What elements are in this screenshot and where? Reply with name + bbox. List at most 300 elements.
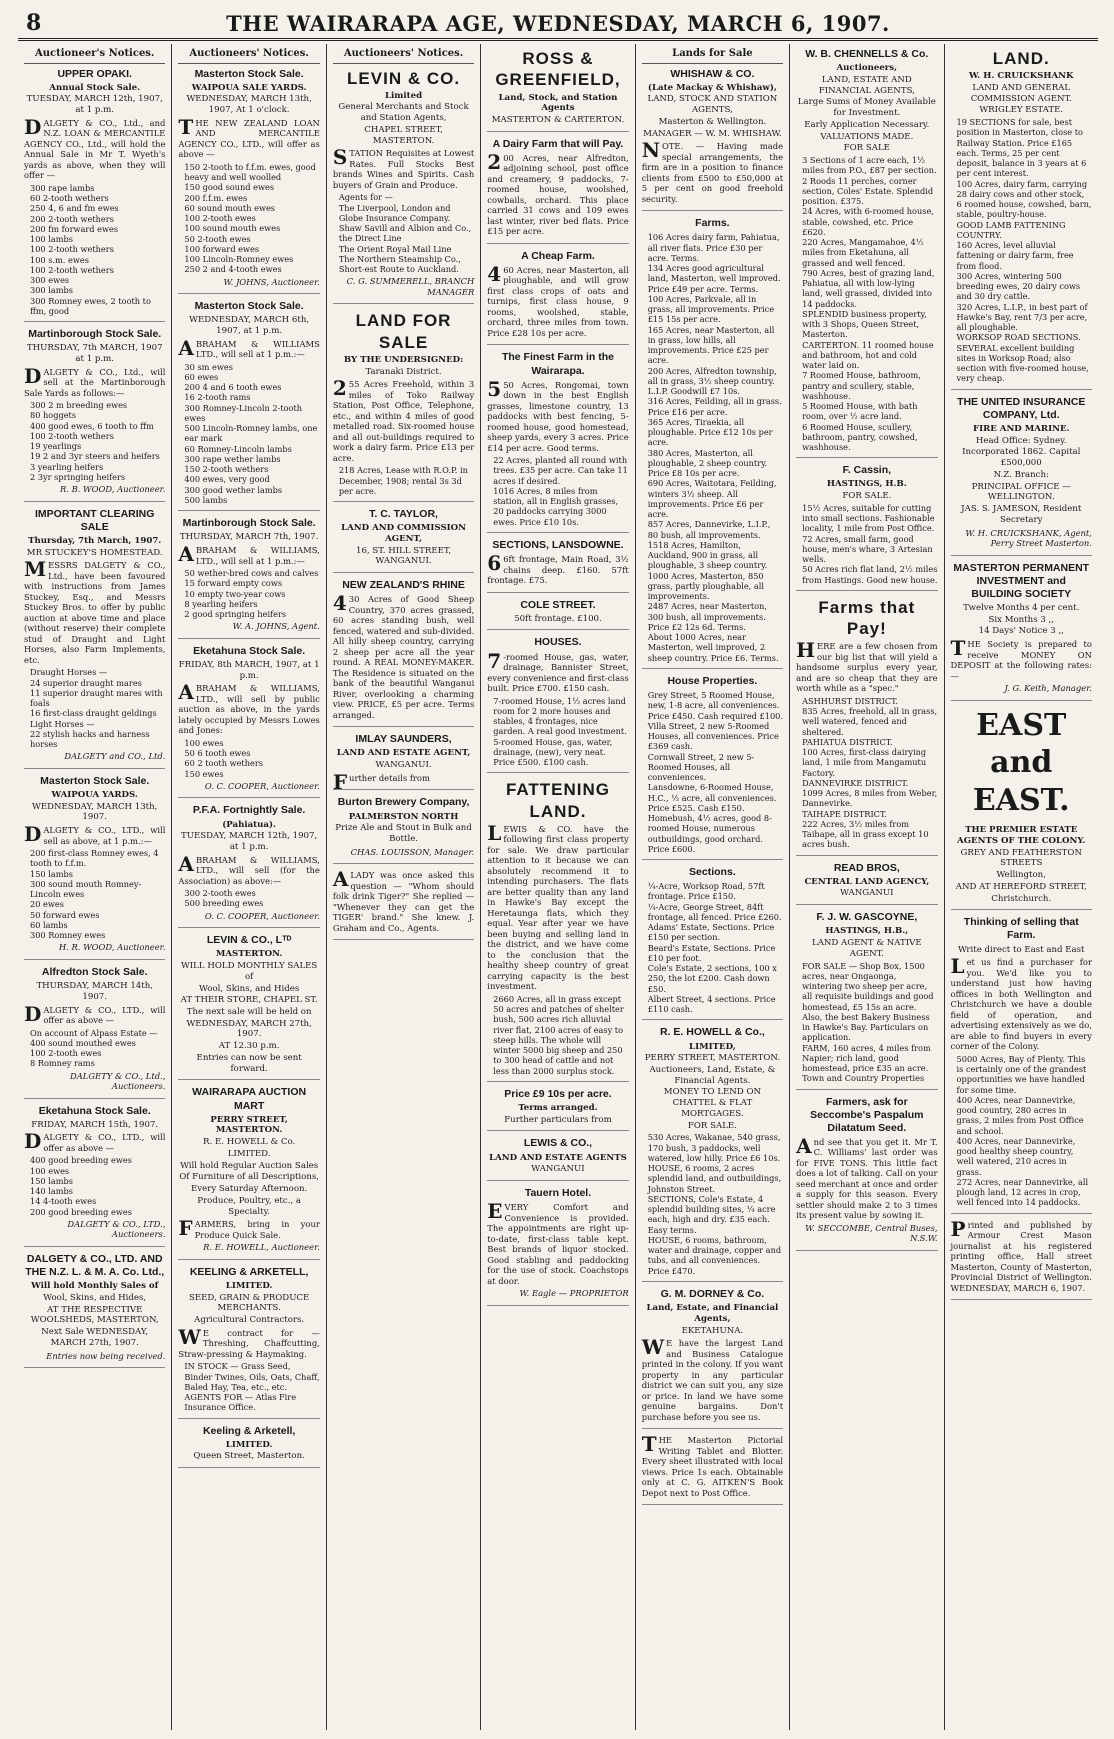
list-item: 5 Roomed House, with bath room, over ½ acre land.	[802, 401, 918, 422]
list-item: 60 ewes	[184, 371, 219, 382]
list-item: 140 lambs	[30, 1186, 73, 1197]
ad-text: THE Masterton Pictorial Writing Tablet and Blotter. Every sheet illustrated with local views. Price 1s each. Obtainable only at C. G. AITKEN'S Book Depot next to Post Office.	[641, 1432, 784, 1498]
ad-text: MESSRS DALGETY & CO., Ltd., have been favoured with instructions from James Stuckey, Esq., and Messrs Stuckey Bros. to offer by public auction at above time and place (without reserve) their complete stud of Draught and Light Horses, also Farm Implements, etc.	[24, 557, 166, 665]
list-item: 150 2-tooth to f.f.m. ewes, good heavy and well woolled	[184, 161, 316, 183]
ad-title: Farms.	[695, 217, 730, 230]
advertisement	[178, 1266, 319, 1419]
ad-line: LIMITED.	[227, 1148, 271, 1159]
advertisement	[796, 464, 937, 591]
advertisement	[24, 775, 165, 960]
column	[327, 44, 481, 1730]
list-item: 200 good breeding ewes	[30, 1206, 132, 1217]
ad-list	[24, 848, 165, 940]
ad-subtitle: LAND AND ESTATE AGENT,	[336, 748, 471, 759]
list-item: Cornwall Street, 2 new 5-Roomed Houses, all conveniences.	[647, 751, 755, 783]
list-item: 16 2-tooth rams	[184, 392, 251, 403]
column	[945, 44, 1098, 1730]
list-item: 100 ewes	[30, 1165, 70, 1176]
ad-line: Further particulars from	[504, 1114, 612, 1125]
ad-text: ABRAHAM & WILLIAMS, LTD., will sell at 1 p.m.:—	[178, 542, 320, 567]
advertisement	[642, 866, 783, 1020]
list-item: 150 ewes	[184, 768, 224, 779]
ad-title: LAND FOR SALE	[355, 311, 452, 352]
list-item: 60 2 tooth wethers	[184, 758, 263, 769]
list-item: 100 forward ewes	[184, 243, 260, 254]
ad-line: MANAGER — W. M. WHISHAW.	[643, 128, 782, 139]
ad-title: DALGETY & CO., LTD. AND THE N.Z. L. & M. A. Co. Ltd.,	[25, 1252, 165, 1279]
list-item: 150 good sound ewes	[184, 182, 275, 193]
advertisement	[332, 867, 475, 940]
ad-title: F. J. W. GASCOYNE,	[816, 911, 918, 924]
ad-line: Early Application Necessary.	[804, 119, 930, 130]
ad-text: 200 Acres, near Alfredton, adjoining school, post office and creamery, 9 paddocks, 7-roomed house, woolshed, cowbails, orchard. This place carried 31 cows and 109 ewes last winter, river bed flats. Price £15 per acre.	[487, 149, 629, 237]
ad-line: The next sale will be held on	[186, 1007, 312, 1017]
ad-title: A Dairy Farm that will Pay.	[492, 137, 624, 150]
list-item: 1099 Acres, 8 miles from Weber, Dannevirke.	[802, 788, 938, 809]
list-item: IN STOCK — Grass Seed, Binder Twines, Oils, Oats, Chaff, Baled Hay, Tea, etc., etc.	[184, 1361, 320, 1392]
ad-title: Burton Brewery Company,	[337, 796, 470, 809]
list-item: 400 Acres, near Dannevirke, good healthy sheep country, well watered, 210 acres in grass.	[956, 1135, 1076, 1177]
list-item: Draught Horses —	[30, 667, 108, 678]
ad-title: LEWIS & CO.,	[523, 1137, 593, 1150]
list-item: Town and Country Properties	[802, 1073, 925, 1084]
ad-text: DALGETY & CO., LTD., will offer as above —	[24, 1129, 166, 1154]
list-item: 300 sound mouth Romney-Lincoln ewes	[30, 878, 142, 900]
ad-list	[487, 696, 628, 768]
ad-title: Martinborough Stock Sale.	[182, 517, 316, 530]
ad-title: THE UNITED INSURANCE COMPANY, Ltd.	[957, 395, 1086, 421]
ad-signature: W. A. JOHNS, Agent.	[232, 621, 320, 632]
list-item: 8 Romney rams	[30, 1058, 95, 1069]
list-item: 365 Acres, Tiraekia, all ploughable. Price £12 10s per acre.	[647, 416, 773, 448]
list-item: PAHIATUA DISTRICT.	[802, 736, 893, 747]
list-item: SECTIONS, Cole's Estate, 4 splendid building sites, ¼ acre each, high and dry. £35 each. Easy terms.	[647, 1193, 776, 1235]
ad-list	[951, 117, 1092, 384]
ad-title: FATTENING LAND.	[505, 780, 611, 821]
list-item: 2 Roods 11 perches, corner section, Coles' Estate. Splendid position. £375.	[802, 175, 934, 206]
ad-signature: W. H. CRUICKSHANK, Agent, Perry Street Masterton.	[965, 527, 1092, 549]
list-item: 1000 Acres, Masterton, 850 grass, partly ploughable, all improvements.	[647, 570, 764, 602]
ad-text: NOTE. — Having made special arrangements, the firm are in a position to finance clients from £500 to £50,000 at 5 per cent on good freehold security.	[641, 138, 784, 204]
ad-list	[178, 568, 319, 619]
advertisement	[487, 599, 628, 631]
ad-title: House Properties.	[667, 674, 758, 687]
advertisement	[24, 328, 165, 502]
ad-line: WEDNESDAY, MARCH 13th, 1907, At 1 o'clock.	[186, 94, 312, 116]
ad-line: THURSDAY, 7th MARCH, 1907 at 1 p.m.	[26, 343, 163, 364]
ad-text: ABRAHAM & WILLIAMS LTD., will sell at 1 p.m.:—	[178, 335, 320, 360]
ad-title: KEELING & ARKETELL,	[189, 1265, 309, 1278]
ad-signature: C. G. SUMMERELL, BRANCH MANAGER	[346, 276, 475, 297]
list-item: 16 first-class draught geldings	[30, 708, 157, 719]
ad-line: MASTERTON & CARTERTON.	[491, 114, 625, 125]
ad-title: IMLAY SAUNDERS,	[355, 733, 452, 746]
list-item: 100 2-tooth wethers	[30, 264, 114, 275]
list-item: ¼-Acre, Worksop Road, 57ft frontage. Price £150.	[647, 881, 765, 902]
list-item: 100 2-tooth wethers	[30, 244, 114, 255]
ad-text: 7-roomed House, gas, water, drainage, Bannister Street, every convenience and first-class built. Price £700. £150 cash.	[487, 648, 629, 694]
ad-list	[487, 455, 628, 527]
list-item: 6 Roomed House, scullery, bathroom, pantry, cowshed, washhouse.	[802, 421, 918, 452]
list-item: WORKSOP ROAD SECTIONS.	[956, 332, 1081, 343]
list-item: 20 ewes	[30, 899, 64, 910]
list-item: 400 sound mouthed ewes	[30, 1037, 136, 1048]
advertisement	[487, 1088, 628, 1132]
ad-text: 255 Acres Freehold, within 3 miles of Toko Railway Station, Post Office, Telephone, etc., and within 4 miles of good metalled road. Six-roomed house and all out-buildings required to work a dairy farm. Price £13 per acre.	[332, 376, 475, 463]
ad-signature: W. Eagle — PROPRIETOR	[519, 1288, 629, 1299]
ad-signature: W. SECCOMBE, Central Buses, N.S.W.	[805, 1222, 938, 1244]
advertisement	[487, 779, 628, 1082]
ad-line: LAND, ESTATE AND FINANCIAL AGENTS,	[818, 74, 915, 96]
ad-subtitle: LIMITED.	[225, 1280, 273, 1291]
ad-line: LAND AND GENERAL COMMISSION AGENT.	[970, 82, 1072, 104]
ad-list	[642, 690, 783, 854]
ad-title: R. E. HOWELL & Co.,	[659, 1026, 765, 1039]
list-item: 272 Acres, near Dannevirke, all plough land, 12 acres in crop, well fenced into 14 paddocks.	[956, 1176, 1089, 1208]
list-item: 100 2-tooth ewes	[184, 213, 256, 224]
list-item: FOR SALE — Shop Box, 1500 acres, near Ongaonga, wintering two sheep per acre, all requisite buildings and good homestead, £5 15s an acre.	[802, 960, 934, 1012]
list-item: 165 Acres, near Masterton, all in grass, low hills, all improvements. Price £25 per acre.	[647, 324, 775, 366]
list-item: 500 Lincoln-Romney lambs, one ear mark	[184, 423, 318, 444]
list-item: 500 lambs	[184, 494, 228, 505]
ad-text: WE have the largest Land and Business Catalogue printed in the colony. If you want property in any particular district we can suit you, any size or price. In land we have some genuine bargains. Don't purchase before you see us.	[641, 1335, 784, 1422]
ad-title: NEW ZEALAND'S RHINE	[342, 579, 465, 592]
ad-line: EKETAHUNA.	[681, 1325, 744, 1336]
ad-signature: DALGETY & CO., LTD., Auctioneers.	[67, 1218, 166, 1240]
ad-line: WANGANUI	[840, 888, 894, 899]
list-item: HOUSE, 6 rooms, 2 acres splendid land, and outbuildings, Johnston Street.	[647, 1163, 782, 1194]
ad-list	[178, 162, 319, 275]
list-item: 50 6 tooth ewes	[184, 748, 251, 759]
advertisement	[950, 1216, 1092, 1301]
ad-subtitle: LAND AND COMMISSION AGENT,	[341, 523, 467, 544]
ad-subtitle: CENTRAL LAND AGENCY,	[804, 876, 930, 887]
list-item: 100 Lincoln-Romney ewes	[184, 254, 294, 265]
list-item: 300 Romney-Lincoln 2-tooth ewes	[184, 402, 303, 423]
ad-subtitle: Will hold Monthly Sales of	[31, 1281, 159, 1292]
ad-title: UPPER OPAKI.	[57, 67, 132, 80]
list-item: Light Horses —	[30, 718, 95, 729]
ad-title: T. C. TAYLOR,	[369, 508, 438, 521]
advertisement	[641, 1432, 784, 1505]
advertisement	[951, 396, 1092, 556]
ad-title: The Finest Farm in the Wairarapa.	[501, 351, 614, 377]
ad-title: Farms that Pay!	[818, 597, 916, 639]
list-item: CARTERTON. 11 roomed house and bathroom, hot and cold water laid on.	[802, 339, 934, 370]
advertisement	[178, 1425, 319, 1469]
list-item: 150 lambs	[30, 1175, 73, 1186]
advertisement	[951, 48, 1092, 390]
advertisement	[487, 138, 628, 244]
ad-signature: W. JOHNS, Auctioneer.	[223, 276, 320, 287]
advertisement	[178, 934, 319, 1080]
ad-subtitle: THE PREMIER ESTATE AGENTS OF THE COLONY.	[957, 825, 1086, 846]
list-item: 160 Acres, level alluvial fattening or dairy farm, free from flood.	[956, 240, 1074, 271]
list-item: 150 lambs	[30, 868, 73, 879]
ad-line: TUESDAY, MARCH 12th, 1907, at 1 p.m.	[26, 94, 163, 116]
list-item: 1016 Acres, 8 miles from station, all in English grasses, 20 paddocks carrying 3000 ewes. Price £10 10s.	[493, 485, 619, 527]
ad-title: G. M. DORNEY & Co.	[660, 1287, 765, 1300]
ad-line: FOR SALE	[843, 143, 890, 154]
advertisement	[796, 48, 937, 458]
ad-title: Masterton Stock Sale.	[194, 67, 304, 80]
ad-signature: R. E. HOWELL, Auctioneer.	[203, 1242, 320, 1253]
ad-line: Prize Ale and Stout in Bulk and Bottle.	[335, 823, 472, 845]
list-item: 400 good ewes, 6 tooth to ffm	[30, 420, 154, 431]
ad-subtitle: W. H. CRUICKSHANK	[968, 71, 1074, 82]
list-item: Agents for —	[338, 192, 393, 203]
ad-subtitle: Annual Stock Sale.	[49, 82, 141, 93]
list-item: 22 stylish hacks and harness horses	[30, 728, 150, 750]
list-item: The Liverpool, London and Globe Insurance Company.	[338, 202, 451, 223]
advertisement	[487, 48, 628, 132]
list-item: 50 forward ewes	[30, 909, 100, 920]
ad-text: Let us find a purchaser for you. We'd like you to understand just how having offices in both Wellington and Christchurch we have a double field of operation, and advertising extensively as we do, are able to find buyers in every corner of the Colony.	[950, 954, 1092, 1052]
column-header: Auctioneer's Notices.	[24, 48, 165, 64]
ad-text: ALADY was once asked this question — "Whom should folk drink Tiger?" She replied — "Whenever they can get the TIGER' brand." She knew. J. Graham and Co., Agents.	[332, 867, 475, 933]
ad-line: SEED, GRAIN & PRODUCE MERCHANTS.	[188, 1292, 310, 1314]
ad-subtitle: HASTINGS, H.B.	[826, 479, 907, 490]
ad-list	[24, 183, 165, 316]
ad-list	[796, 961, 937, 1084]
list-item: Beard's Estate, Sections. Price £10 per foot.	[647, 942, 776, 963]
ad-line: FOR SALE.	[842, 491, 892, 502]
ad-signature: O. C. COOPER, Auctioneer.	[204, 780, 320, 791]
list-item: 2660 Acres, all in grass except 50 acres and patches of shelter bush, 500 acres rich alluvial river flat, 2100 acres of easy to steep hills. The whole will winter 5000 big sheep and 250 to 300 head of cattle and not less than 2000 surplus stock.	[493, 993, 624, 1076]
ad-line: JAS. S. JAMESON, Resident Secretary	[961, 504, 1082, 525]
ad-list	[951, 1054, 1092, 1208]
ad-line: Agricultural Contractors.	[194, 1315, 305, 1326]
ad-signature: R. B. WOOD, Auctioneer.	[59, 484, 166, 495]
ad-title: Price £9 10s per acre.	[504, 1087, 612, 1100]
ad-line: Head Office: Sydney.	[975, 435, 1067, 446]
ad-signature: O. C. COOPER, Auctioneer.	[204, 910, 320, 921]
ad-line: Queen Street, Masterton.	[193, 1451, 305, 1462]
ad-line: WILL HOLD MONTHLY SALES of	[180, 961, 318, 982]
ad-list	[333, 192, 474, 274]
ad-subtitle: WAIPOUA SALE YARDS.	[191, 82, 307, 93]
list-item: 30 sm ewes	[184, 361, 233, 372]
advertisement	[24, 68, 165, 323]
advertisement	[487, 636, 628, 773]
ad-text: EVERY Comfort and Convenience is provided. The appointments are right up-to-date, first-class table kept. Best brands of liquor stocked. Good stabling and paddocking for the use of stock. Coachstops at door.	[487, 1199, 629, 1286]
list-item: 400 Acres, near Dannevirke, good country, 280 acres in grass, 2 miles from Post Office and school.	[956, 1094, 1084, 1136]
ad-list	[487, 994, 628, 1076]
advertisement	[487, 539, 628, 593]
ad-line: N.Z. Branch:	[993, 469, 1049, 480]
list-item: 835 Acres, freehold, all in grass, well watered, fenced and sheltered.	[802, 706, 938, 737]
ad-line: Write direct to East and East	[957, 944, 1085, 955]
advertisement	[951, 707, 1092, 911]
list-item: 24 superior draught mares	[30, 677, 142, 688]
ad-title: Eketahuna Stock Sale.	[193, 644, 306, 657]
advertisement	[951, 916, 1092, 1213]
ad-text: And see that you get it. Mr T. C. Williams' last order was for FIVE TONS. This little fact does a lot of talking. Call on your seed merchant at once and order a supply for this season. Every settler should make 2 to 3 times its present value by sowing it.	[796, 1133, 938, 1221]
list-item: 300 Romney ewes	[30, 930, 106, 941]
list-item: 22 Acres, planted all round with trees. £35 per acre. Can take 11 acres if desired.	[493, 455, 628, 486]
ad-subtitle: PERRY STREET, MASTERTON.	[210, 1114, 288, 1136]
ad-text: HERE are a few chosen from our big list that will yield a handsome surplus every year, and are so cheap that they are worth while as a "spec."	[796, 638, 938, 694]
ad-title: Martinborough Stock Sale.	[28, 328, 162, 341]
column	[18, 44, 172, 1730]
ad-text: FARMERS, bring in your Produce Quick Sale.	[178, 1216, 320, 1241]
ad-line: LAND, STOCK AND STATION AGENTS,	[647, 94, 778, 116]
column-header: Auctioneers' Notices.	[178, 48, 319, 64]
list-item: AGENTS FOR — Atlas Fire Insurance Office.	[184, 1392, 297, 1413]
list-item: 100 2-tooth wethers	[30, 430, 114, 441]
list-item: 15 forward empty cows	[184, 578, 283, 589]
column	[172, 44, 326, 1730]
ad-line: 50ft frontage. £100.	[514, 613, 602, 624]
list-item: 72 Acres, small farm, good house, men's whare, 3 Artesian wells.	[802, 533, 933, 565]
list-item: Cole's Estate, 2 sections, 100 x 250, the lot £200. Cash down £50.	[647, 963, 777, 994]
ad-text: 430 Acres of Good Sheep Country, 370 acres grassed, 60 acres standing bush, well fenced, watered and sub-divided. All hilly sheep country, carrying 2 sheep per acre all the year round. A REAL MONEY-MAKER. The Residence is situated on the bank of the beautiful Wanganui River, overlooking a charming view. PRICE, £5 per acre. Terms arranged.	[332, 591, 475, 720]
ad-line: Large Sums of Money Available for Investment.	[797, 97, 936, 119]
ad-text: Further details from	[332, 769, 430, 794]
advertisement	[178, 804, 319, 928]
ad-line: AT THE RESPECTIVE WOOLSHEDS, MASTERTON,	[30, 1304, 159, 1326]
page-number: 8	[26, 10, 42, 36]
list-item: 250 4, 6 and fm ewes	[30, 203, 119, 214]
advertisement	[642, 1288, 783, 1429]
ad-line: Twelve Months 4 per cent.	[963, 602, 1080, 613]
list-item: 400 good breeding ewes	[30, 1155, 132, 1166]
ad-title: W. B. CHENNELLS & Co.	[805, 48, 929, 60]
ad-line: MR STUCKEY'S HOMESTEAD.	[26, 547, 163, 558]
list-item: 106 Acres dairy farm, Pahiatua, all river flats. Price £30 per acre. Terms.	[647, 232, 780, 263]
ad-line: WEDNESDAY, MARCH 6th, 1907, at 1 p.m.	[189, 315, 310, 336]
list-item: 3 yearling heifers	[30, 461, 104, 472]
list-item: Homebush, 4½ acres, good 8-roomed House, numerous outbuildings, good orchard. Price £600.	[647, 813, 772, 854]
ad-title: HOUSES.	[534, 636, 582, 649]
list-item: 220 Acres, Mangamahoe, 4½ miles from Eketahuna, all grassed and well fenced.	[802, 237, 924, 268]
ad-title: F. Cassin,	[842, 464, 892, 477]
list-item: DANNEVIRKE DISTRICT.	[802, 777, 909, 788]
ad-line: PERRY STREET, MASTERTON.	[644, 1053, 781, 1064]
list-item: TAIHAPE DISTRICT.	[802, 808, 887, 819]
advertisement	[24, 508, 165, 769]
advertisement	[24, 1253, 165, 1368]
list-item: SPLENDID business property, with 3 Shops, Queen Street, Masterton.	[802, 308, 927, 340]
advertisement	[178, 68, 319, 295]
advertisement	[333, 68, 474, 305]
ad-line: Wool, Skins, and Hides,	[43, 1292, 147, 1303]
ad-list	[796, 155, 937, 452]
list-item: 200 4 and 6 tooth ewes	[184, 382, 282, 393]
ad-title: EAST and EAST.	[972, 707, 1070, 818]
list-item: 300 rape lambs	[30, 182, 95, 193]
ad-line: WANGANUI.	[375, 760, 432, 771]
ad-subtitle: MASTERTON.	[215, 949, 283, 960]
ad-text: THE NEW ZEALAND LOAN AND MERCANTILE AGENCY CO., LTD., will offer as above —	[178, 114, 320, 160]
list-item: 300 lambs	[30, 285, 73, 296]
ad-line: Will hold Regular Auction Sales	[180, 1160, 319, 1171]
ad-subtitle: FIRE AND MARINE.	[972, 423, 1070, 434]
list-item: Adams' Estate, Sections. Price £150 per section.	[647, 922, 775, 943]
list-item: 300 Romney ewes, 2 tooth to ffm, good	[30, 295, 151, 316]
ad-line: Taranaki District.	[365, 366, 442, 377]
list-item: 60 sound mouth ewes	[184, 202, 275, 213]
ad-subtitle: Thursday, 7th March, 1907.	[28, 535, 162, 546]
list-item: About 1000 Acres, near Masterton, well improved, 2 sheep country. Price £6. Terms.	[647, 632, 779, 663]
list-item: 15½ Acres, suitable for cutting into small sections. Fashionable locality, 1 mile from Post Office.	[802, 502, 935, 534]
advertisement	[333, 796, 474, 864]
ad-text: WE contract for — Threshing, Chaffcutting, Straw-pressing & Haymaking.	[178, 1324, 320, 1359]
list-item: 7-roomed House, 1½ acres land room for 2 more houses and stables, 4 frontages, nice garden. A real good investment.	[493, 695, 627, 737]
ad-title: WAIRARAPA AUCTION MART	[192, 1086, 307, 1112]
newspaper-title: THE WAIRARAPA AGE, WEDNESDAY, MARCH 6, 1907.	[226, 11, 890, 36]
list-item: 500 breeding ewes	[184, 898, 264, 909]
list-item: 2 3yr springing heifers	[30, 471, 126, 482]
list-item: 300 ewes	[30, 275, 70, 286]
ad-line: TUESDAY, MARCH 12th, 1907, at 1 p.m.	[181, 831, 318, 852]
ad-subtitle: Land, Stock, and Station Agents	[498, 92, 618, 114]
ad-title: Keeling & Arketell,	[202, 1424, 296, 1437]
advertisement	[487, 1137, 628, 1181]
list-item: 60 2-tooth wethers	[30, 193, 109, 204]
ad-title: ROSS & GREENFIELD,	[495, 49, 621, 90]
ad-title: P.F.A. Fortnightly Sale.	[192, 804, 306, 817]
list-item: 300 Acres, wintering 500 breeding ewes, 20 dairy cows and 30 dry cattle.	[956, 270, 1081, 302]
advertisement	[178, 1086, 319, 1259]
column	[790, 44, 944, 1730]
ad-subtitle: Auctioneers,	[836, 63, 898, 74]
ad-text: ABRAHAM & WILLIAMS, LTD., will sell by public auction as above, in the yards lately occupied by Messrs Lowes and Jones:	[178, 680, 320, 736]
list-item: 60 lambs	[30, 919, 68, 930]
list-item: 2 good springing heifers	[184, 609, 287, 620]
list-item: 790 Acres, best of grazing land, Pahiatua, all with low-lying land, well grassed, divided into 14 paddocks.	[802, 267, 935, 309]
ad-line: CHAPEL STREET, MASTERTON.	[364, 124, 443, 146]
ad-line: AND AT HEREFORD STREET,	[955, 881, 1087, 892]
ad-subtitle: Terms arranged.	[518, 1102, 598, 1113]
list-item: HOUSE, 6 rooms, bathroom, water and drainage, copper and tubs, and all conveniences. Price £470.	[647, 1234, 782, 1276]
list-item: 690 Acres, Waitotara, Feilding, winters 3½ sheep. All improvements. Price £6 per acre.	[647, 478, 777, 520]
list-item: 100 2-tooth ewes	[30, 1048, 102, 1059]
list-item: 222 Acres, 3½ miles from Taihape, all in grass except 10 acres bush.	[802, 818, 929, 850]
ad-line: Six Months 3 ,,	[988, 614, 1054, 625]
list-item: 250 2 and 4-tooth ewes	[184, 264, 282, 275]
ad-title: LEVIN & CO.	[347, 68, 461, 88]
list-item: 2487 Acres, near Masterton, 300 bush, all improvements. Price £2 12s 6d. Terms.	[647, 601, 767, 632]
ad-title: Farmers, ask for Seccombe's Paspalum Dilatatum Seed.	[810, 1095, 924, 1134]
ad-signature: J. G. Keith, Manager.	[1004, 683, 1092, 694]
list-item: 50 2-tooth ewes	[184, 233, 251, 244]
list-item: 19 yearlings	[30, 441, 82, 452]
ad-line: WRIGLEY ESTATE.	[979, 105, 1064, 116]
list-item: 3 Sections of 1 acre each, 1½ miles from P.O., £87 per section.	[802, 155, 937, 176]
ad-subtitle: (Late Mackay & Whishaw),	[647, 82, 777, 93]
ad-line: THURSDAY, MARCH 14th, 1907.	[36, 981, 153, 1002]
list-item: 19 SECTIONS for sale, best position in Masterton, close to Railway Station. Price £165 each. Terms, 25 per cent deposit, balance in 3 years at 6 per cent interest.	[956, 117, 1087, 179]
list-item: 300 rape wether lambs	[184, 453, 281, 464]
ad-text: STATION Requisites at Lowest Rates. Full Stocks Best brands Wines and Spirits. Cash buyers of Grain and Produce.	[332, 145, 475, 190]
columns-container	[18, 44, 1098, 1730]
list-item: 19 2 and 3yr steers and heifers	[30, 451, 160, 462]
ad-line: Christchurch.	[991, 893, 1052, 904]
ad-title: Tauern Hotel.	[524, 1187, 592, 1199]
ad-subtitle: Land, Estate, and Financial Agents,	[646, 1303, 779, 1324]
ad-list	[24, 1155, 165, 1217]
advertisement	[178, 645, 319, 799]
advertisement	[796, 862, 937, 906]
ad-subtitle: WAIPOUA YARDS.	[51, 790, 138, 801]
list-item: 380 Acres, Masterton, all ploughable, 2 sheep country. Price £8 10s per acre.	[647, 447, 768, 479]
ad-subtitle: (Pahiatua).	[222, 819, 277, 830]
list-item: 530 Acres, Wakanae, 540 grass, 170 bush, 3 paddocks, well watered, low hilly. Price £6 10s.	[647, 1132, 781, 1163]
list-item: GOOD LAMB FATTENING COUNTRY.	[956, 219, 1066, 240]
list-item: The Orient Royal Mail Line	[338, 243, 452, 254]
ad-list	[178, 738, 319, 779]
